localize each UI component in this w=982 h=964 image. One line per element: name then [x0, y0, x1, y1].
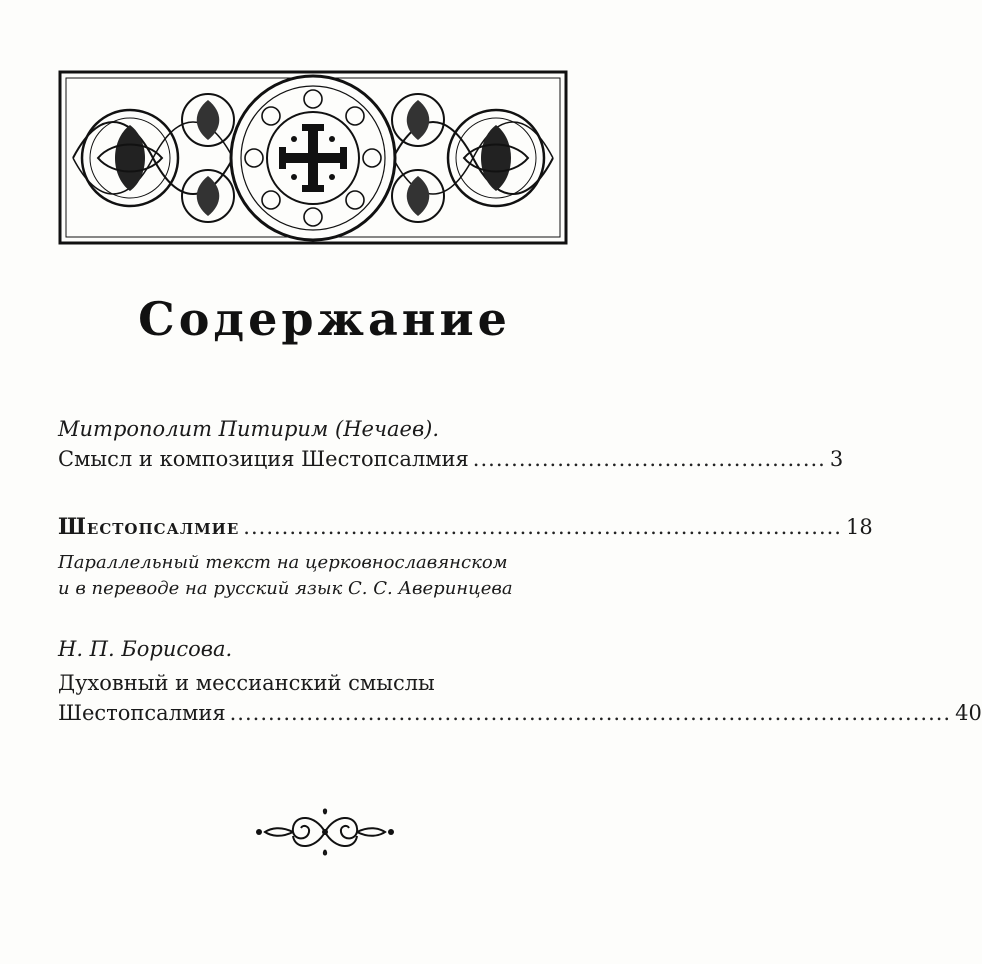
toc-entry-title-line-1: Духовный и мессианский смыслы — [58, 671, 435, 695]
toc-entry-page: 3 — [829, 447, 844, 471]
toc-entry-2[interactable] — [58, 512, 873, 602]
toc-entry-author: Митрополит Питирим (Нечаев). — [58, 417, 440, 441]
toc-entry-subtitle-line-1: Параллельный текст на церковнославянском — [58, 552, 508, 573]
toc-entry-title-line-2: Шестопсалмия — [58, 701, 226, 725]
toc-entry-title: Смысл и композиция Шестопсалмия — [58, 447, 469, 471]
toc-entry-page: 18 — [845, 515, 873, 539]
ornamental-header-banner — [58, 70, 568, 245]
toc-entry-title: Шестопсалмие — [58, 514, 240, 540]
toc-entry-1[interactable] — [58, 414, 844, 474]
toc-entry-author: Н. П. Борисова. — [58, 637, 233, 661]
toc-entry-row — [58, 512, 873, 542]
toc-entry-subtitle-line-2: и в переводе на русский язык С. С. Аверинцева — [58, 578, 513, 599]
leader-dots: .............................................. — [472, 447, 826, 471]
toc-entry-3[interactable] — [58, 634, 982, 728]
toc-entry-row — [58, 698, 982, 728]
ornament-flourish — [255, 806, 395, 858]
toc-entry-row — [58, 444, 844, 474]
page-title: Содержание — [138, 292, 511, 346]
leader-dots: .............................................................................................. — [229, 701, 952, 725]
leader-dots: .............................................................................. — [243, 515, 842, 539]
toc-entry-page: 40 — [955, 701, 982, 725]
